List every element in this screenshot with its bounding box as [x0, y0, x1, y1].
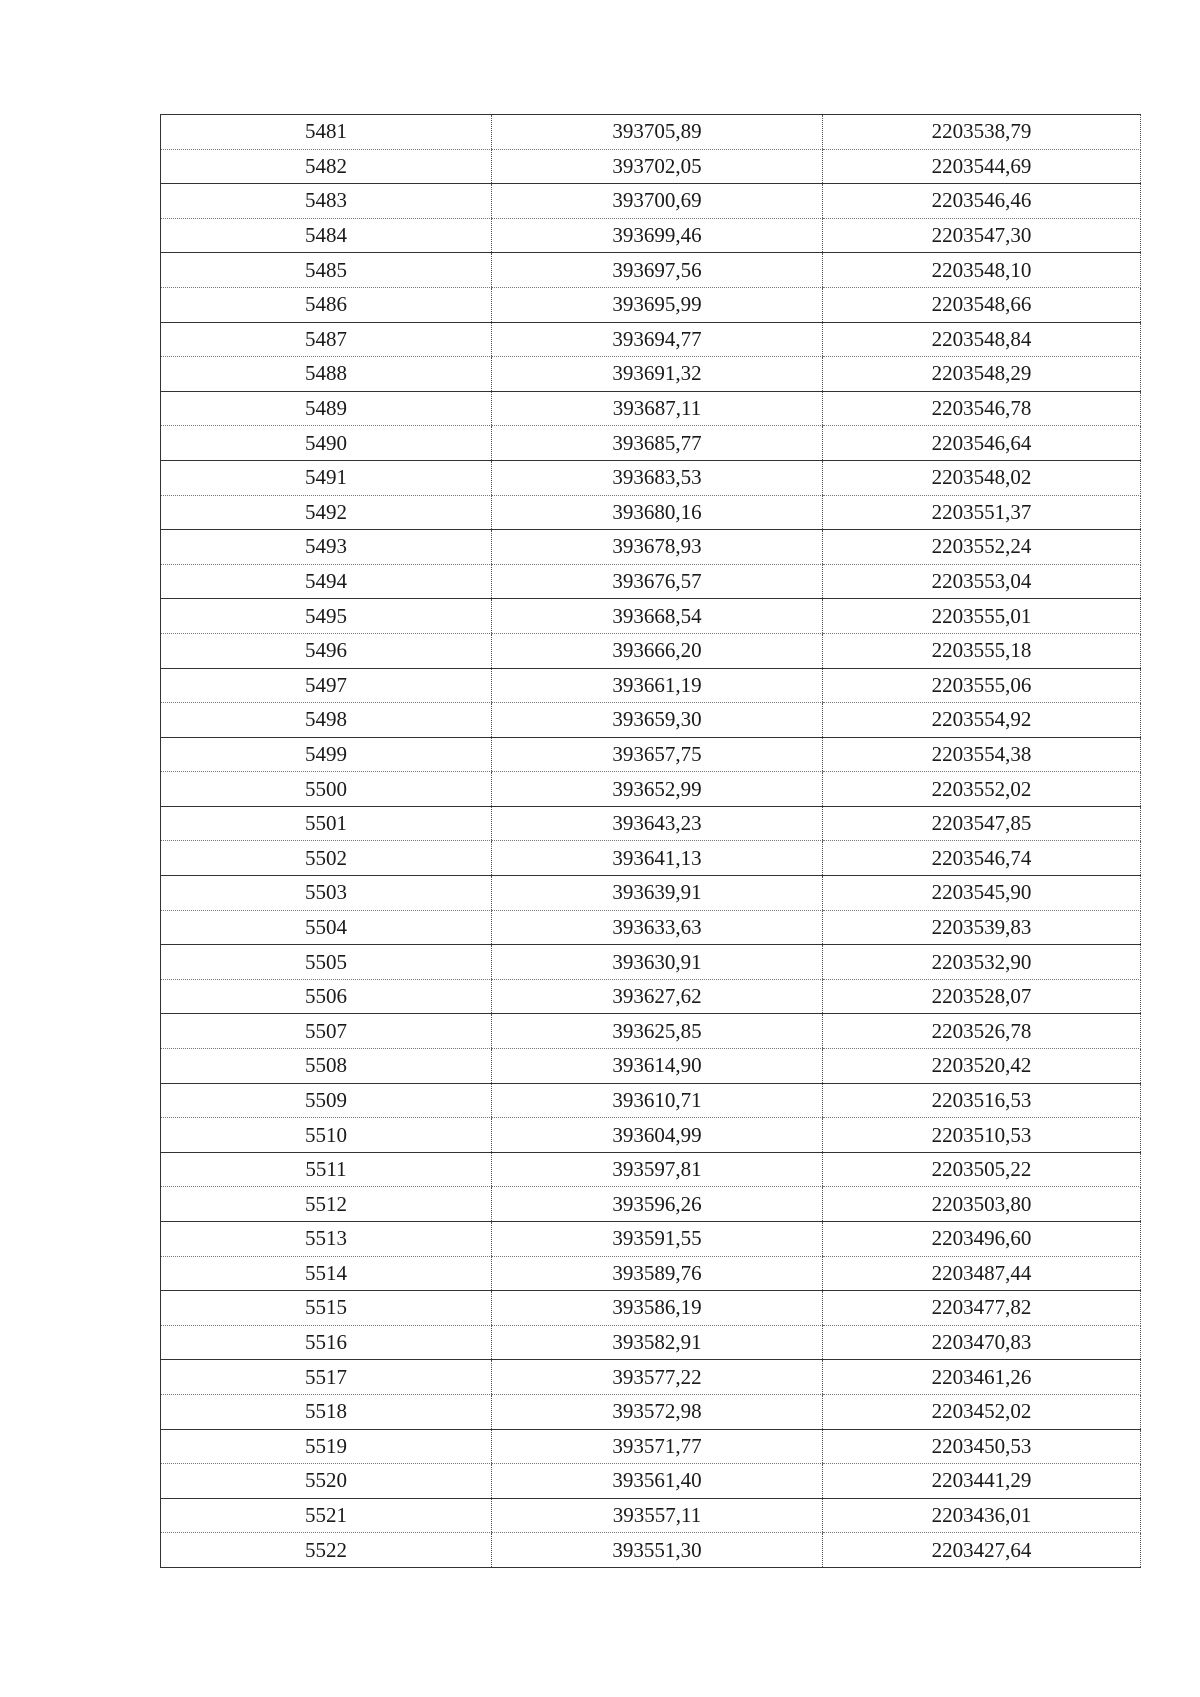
x-coordinate-cell: 393633,63: [492, 910, 823, 945]
coordinates-table: [160, 114, 1141, 1568]
point-number-cell: 5514: [161, 1256, 492, 1291]
x-coordinate-cell: 393614,90: [492, 1049, 823, 1084]
x-coordinate-cell: 393705,89: [492, 115, 823, 150]
point-number-cell: 5507: [161, 1014, 492, 1049]
x-coordinate-cell: 393627,62: [492, 979, 823, 1014]
table-row: [161, 115, 1141, 150]
point-number-cell: 5494: [161, 564, 492, 599]
x-coordinate-cell: 393700,69: [492, 184, 823, 219]
table-row: [161, 1256, 1141, 1291]
point-number-cell: 5517: [161, 1360, 492, 1395]
x-coordinate-cell: 393589,76: [492, 1256, 823, 1291]
y-coordinate-cell: 2203555,06: [823, 668, 1141, 703]
y-coordinate-cell: 2203477,82: [823, 1291, 1141, 1326]
y-coordinate-cell: 2203539,83: [823, 910, 1141, 945]
point-number-cell: 5522: [161, 1533, 492, 1568]
point-number-cell: 5501: [161, 806, 492, 841]
x-coordinate-cell: 393683,53: [492, 460, 823, 495]
point-number-cell: 5515: [161, 1291, 492, 1326]
table-row: [161, 357, 1141, 392]
point-number-cell: 5518: [161, 1394, 492, 1429]
y-coordinate-cell: 2203510,53: [823, 1118, 1141, 1153]
x-coordinate-cell: 393666,20: [492, 633, 823, 668]
table-row: [161, 633, 1141, 668]
point-number-cell: 5520: [161, 1464, 492, 1499]
x-coordinate-cell: 393678,93: [492, 530, 823, 565]
point-number-cell: 5503: [161, 876, 492, 911]
point-number-cell: 5499: [161, 737, 492, 772]
x-coordinate-cell: 393695,99: [492, 287, 823, 322]
point-number-cell: 5519: [161, 1429, 492, 1464]
y-coordinate-cell: 2203503,80: [823, 1187, 1141, 1222]
point-number-cell: 5509: [161, 1083, 492, 1118]
point-number-cell: 5486: [161, 287, 492, 322]
y-coordinate-cell: 2203548,84: [823, 322, 1141, 357]
y-coordinate-cell: 2203553,04: [823, 564, 1141, 599]
table-row: [161, 1360, 1141, 1395]
point-number-cell: 5492: [161, 495, 492, 530]
table-row: [161, 530, 1141, 565]
y-coordinate-cell: 2203548,29: [823, 357, 1141, 392]
table-row: [161, 184, 1141, 219]
x-coordinate-cell: 393680,16: [492, 495, 823, 530]
x-coordinate-cell: 393610,71: [492, 1083, 823, 1118]
y-coordinate-cell: 2203461,26: [823, 1360, 1141, 1395]
table-row: [161, 1429, 1141, 1464]
table-row: [161, 910, 1141, 945]
x-coordinate-cell: 393661,19: [492, 668, 823, 703]
x-coordinate-cell: 393685,77: [492, 426, 823, 461]
table-row: [161, 460, 1141, 495]
table-row: [161, 772, 1141, 807]
point-number-cell: 5508: [161, 1049, 492, 1084]
y-coordinate-cell: 2203555,01: [823, 599, 1141, 634]
point-number-cell: 5484: [161, 218, 492, 253]
table-row: [161, 1083, 1141, 1118]
point-number-cell: 5488: [161, 357, 492, 392]
y-coordinate-cell: 2203552,02: [823, 772, 1141, 807]
x-coordinate-cell: 393699,46: [492, 218, 823, 253]
y-coordinate-cell: 2203547,30: [823, 218, 1141, 253]
x-coordinate-cell: 393604,99: [492, 1118, 823, 1153]
x-coordinate-cell: 393641,13: [492, 841, 823, 876]
y-coordinate-cell: 2203548,10: [823, 253, 1141, 288]
table-row: [161, 1049, 1141, 1084]
table-row: [161, 391, 1141, 426]
x-coordinate-cell: 393657,75: [492, 737, 823, 772]
point-number-cell: 5512: [161, 1187, 492, 1222]
y-coordinate-cell: 2203545,90: [823, 876, 1141, 911]
y-coordinate-cell: 2203450,53: [823, 1429, 1141, 1464]
y-coordinate-cell: 2203548,66: [823, 287, 1141, 322]
point-number-cell: 5496: [161, 633, 492, 668]
table-row: [161, 287, 1141, 322]
y-coordinate-cell: 2203554,92: [823, 703, 1141, 738]
x-coordinate-cell: 393582,91: [492, 1325, 823, 1360]
table-row: [161, 1498, 1141, 1533]
table-row: [161, 426, 1141, 461]
point-number-cell: 5493: [161, 530, 492, 565]
point-number-cell: 5481: [161, 115, 492, 150]
point-number-cell: 5516: [161, 1325, 492, 1360]
table-row: [161, 945, 1141, 980]
x-coordinate-cell: 393551,30: [492, 1533, 823, 1568]
x-coordinate-cell: 393676,57: [492, 564, 823, 599]
y-coordinate-cell: 2203551,37: [823, 495, 1141, 530]
table-row: [161, 253, 1141, 288]
table-row: [161, 1014, 1141, 1049]
table-row: [161, 876, 1141, 911]
y-coordinate-cell: 2203436,01: [823, 1498, 1141, 1533]
x-coordinate-cell: 393577,22: [492, 1360, 823, 1395]
y-coordinate-cell: 2203546,78: [823, 391, 1141, 426]
y-coordinate-cell: 2203532,90: [823, 945, 1141, 980]
x-coordinate-cell: 393691,32: [492, 357, 823, 392]
point-number-cell: 5489: [161, 391, 492, 426]
table-row: [161, 1152, 1141, 1187]
x-coordinate-cell: 393659,30: [492, 703, 823, 738]
y-coordinate-cell: 2203505,22: [823, 1152, 1141, 1187]
point-number-cell: 5510: [161, 1118, 492, 1153]
x-coordinate-cell: 393652,99: [492, 772, 823, 807]
y-coordinate-cell: 2203538,79: [823, 115, 1141, 150]
table-row: [161, 322, 1141, 357]
y-coordinate-cell: 2203552,24: [823, 530, 1141, 565]
y-coordinate-cell: 2203496,60: [823, 1222, 1141, 1257]
table-row: [161, 806, 1141, 841]
y-coordinate-cell: 2203546,74: [823, 841, 1141, 876]
y-coordinate-cell: 2203516,53: [823, 1083, 1141, 1118]
y-coordinate-cell: 2203548,02: [823, 460, 1141, 495]
table-row: [161, 1222, 1141, 1257]
y-coordinate-cell: 2203546,64: [823, 426, 1141, 461]
y-coordinate-cell: 2203546,46: [823, 184, 1141, 219]
x-coordinate-cell: 393591,55: [492, 1222, 823, 1257]
table-row: [161, 495, 1141, 530]
coordinates-table-body: [161, 115, 1141, 1568]
y-coordinate-cell: 2203528,07: [823, 979, 1141, 1014]
point-number-cell: 5500: [161, 772, 492, 807]
y-coordinate-cell: 2203452,02: [823, 1394, 1141, 1429]
table-row: [161, 599, 1141, 634]
x-coordinate-cell: 393697,56: [492, 253, 823, 288]
point-number-cell: 5483: [161, 184, 492, 219]
table-row: [161, 564, 1141, 599]
x-coordinate-cell: 393630,91: [492, 945, 823, 980]
point-number-cell: 5511: [161, 1152, 492, 1187]
x-coordinate-cell: 393625,85: [492, 1014, 823, 1049]
point-number-cell: 5491: [161, 460, 492, 495]
y-coordinate-cell: 2203470,83: [823, 1325, 1141, 1360]
x-coordinate-cell: 393557,11: [492, 1498, 823, 1533]
point-number-cell: 5505: [161, 945, 492, 980]
y-coordinate-cell: 2203487,44: [823, 1256, 1141, 1291]
point-number-cell: 5487: [161, 322, 492, 357]
table-row: [161, 149, 1141, 184]
y-coordinate-cell: 2203441,29: [823, 1464, 1141, 1499]
point-number-cell: 5485: [161, 253, 492, 288]
x-coordinate-cell: 393596,26: [492, 1187, 823, 1222]
x-coordinate-cell: 393702,05: [492, 149, 823, 184]
point-number-cell: 5521: [161, 1498, 492, 1533]
table-row: [161, 218, 1141, 253]
x-coordinate-cell: 393561,40: [492, 1464, 823, 1499]
x-coordinate-cell: 393687,11: [492, 391, 823, 426]
x-coordinate-cell: 393643,23: [492, 806, 823, 841]
y-coordinate-cell: 2203427,64: [823, 1533, 1141, 1568]
x-coordinate-cell: 393694,77: [492, 322, 823, 357]
table-row: [161, 737, 1141, 772]
x-coordinate-cell: 393586,19: [492, 1291, 823, 1326]
table-row: [161, 979, 1141, 1014]
y-coordinate-cell: 2203554,38: [823, 737, 1141, 772]
x-coordinate-cell: 393572,98: [492, 1394, 823, 1429]
x-coordinate-cell: 393668,54: [492, 599, 823, 634]
point-number-cell: 5490: [161, 426, 492, 461]
table-row: [161, 1394, 1141, 1429]
x-coordinate-cell: 393639,91: [492, 876, 823, 911]
table-row: [161, 1291, 1141, 1326]
table-row: [161, 703, 1141, 738]
point-number-cell: 5497: [161, 668, 492, 703]
table-row: [161, 1187, 1141, 1222]
table-row: [161, 841, 1141, 876]
y-coordinate-cell: 2203526,78: [823, 1014, 1141, 1049]
point-number-cell: 5504: [161, 910, 492, 945]
table-row: [161, 1118, 1141, 1153]
y-coordinate-cell: 2203555,18: [823, 633, 1141, 668]
point-number-cell: 5506: [161, 979, 492, 1014]
table-row: [161, 1464, 1141, 1499]
x-coordinate-cell: 393571,77: [492, 1429, 823, 1464]
x-coordinate-cell: 393597,81: [492, 1152, 823, 1187]
y-coordinate-cell: 2203520,42: [823, 1049, 1141, 1084]
point-number-cell: 5513: [161, 1222, 492, 1257]
table-row: [161, 1325, 1141, 1360]
y-coordinate-cell: 2203544,69: [823, 149, 1141, 184]
point-number-cell: 5502: [161, 841, 492, 876]
y-coordinate-cell: 2203547,85: [823, 806, 1141, 841]
point-number-cell: 5495: [161, 599, 492, 634]
point-number-cell: 5498: [161, 703, 492, 738]
point-number-cell: 5482: [161, 149, 492, 184]
table-row: [161, 1533, 1141, 1568]
table-row: [161, 668, 1141, 703]
